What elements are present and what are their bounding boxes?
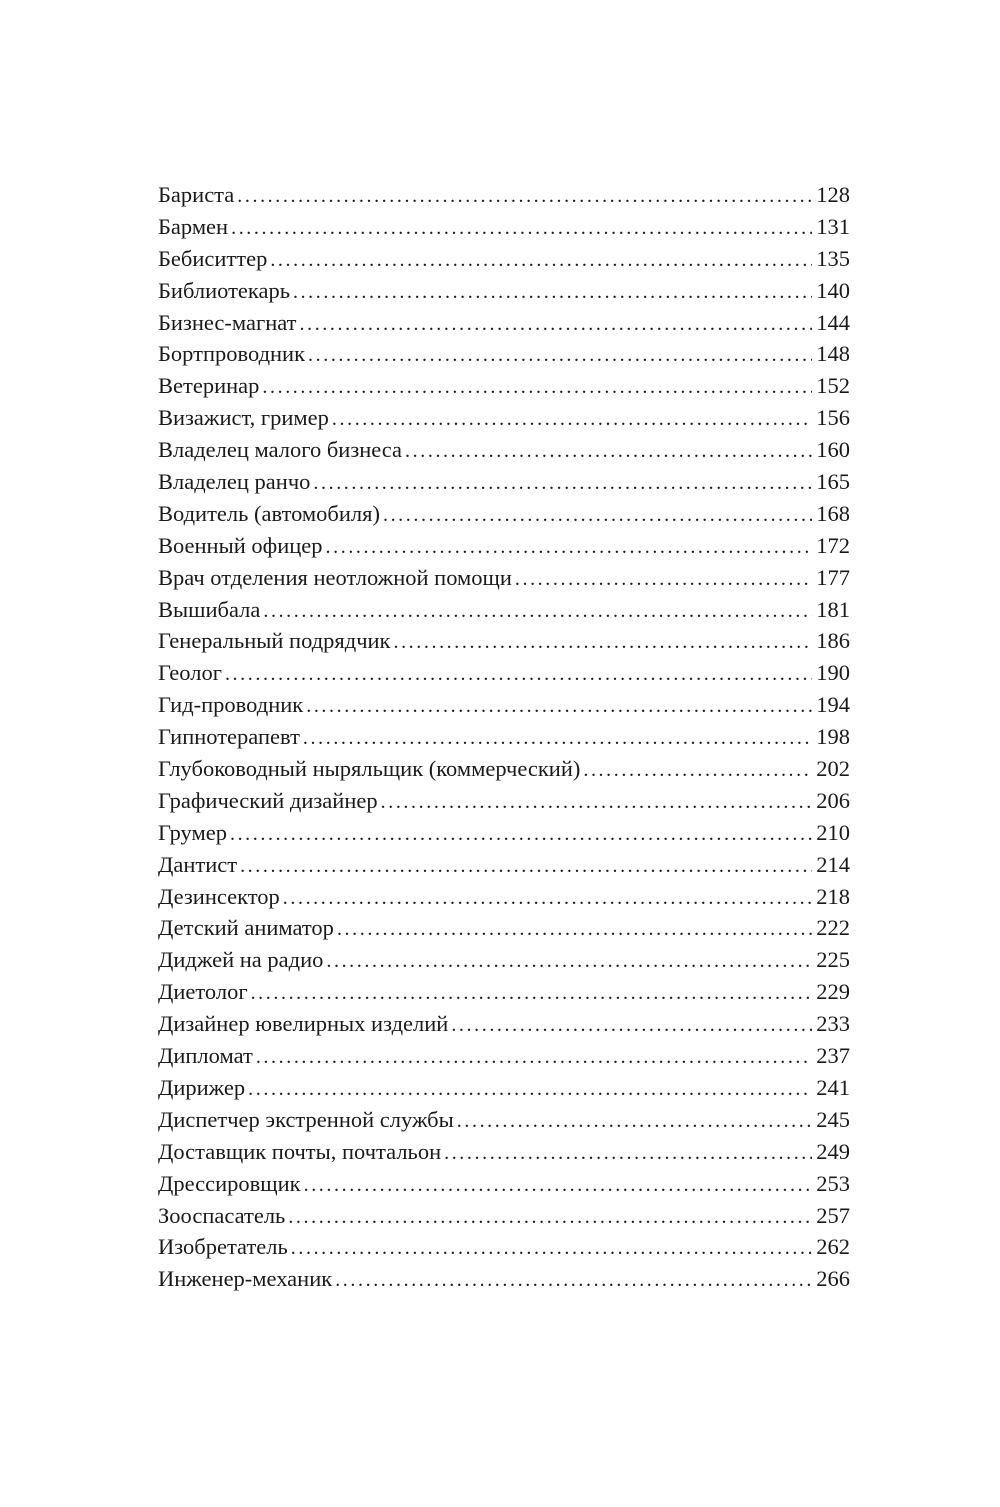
toc-entry-page-number: 144 [816, 309, 850, 335]
toc-entry [158, 1200, 850, 1232]
dot-leader [405, 436, 812, 468]
toc-entry [158, 944, 850, 976]
toc-entry [158, 530, 850, 562]
toc-entry-page-number: 190 [816, 660, 850, 686]
toc-entry [158, 594, 850, 626]
toc-entry [158, 1168, 850, 1200]
dot-leader [326, 946, 812, 978]
dot-leader [300, 309, 813, 341]
toc-entry-page-number: 135 [816, 245, 850, 271]
toc-entry-title: Диетолог [158, 979, 248, 1005]
toc-entry-title: Дизайнер ювелирных изделий [158, 1011, 449, 1037]
toc-entry [158, 1072, 850, 1104]
toc-entry-page-number: 168 [816, 500, 850, 526]
toc-entry [158, 466, 850, 498]
toc-entry-page-number: 128 [816, 182, 850, 207]
toc-entry-page-number: 210 [816, 819, 850, 845]
toc-entry-page-number: 177 [816, 564, 850, 590]
toc-entry-title: Гипнотерапевт [158, 724, 300, 750]
toc-entry-title: Гид-проводник [158, 692, 304, 718]
toc-entry [158, 1231, 850, 1263]
toc-entry [158, 625, 850, 657]
toc-entry-title: Доставщик почты, почтальон [158, 1138, 442, 1164]
table-of-contents [158, 179, 850, 1295]
dot-leader [515, 564, 812, 596]
toc-entry [158, 402, 850, 434]
toc-entry-title: Водитель (автомобиля) [158, 500, 380, 526]
toc-entry [158, 211, 850, 243]
dot-leader [230, 819, 812, 851]
dot-leader [451, 1010, 812, 1042]
toc-entry [158, 817, 850, 849]
dot-leader [288, 1202, 812, 1234]
toc-entry-page-number: 257 [816, 1202, 850, 1228]
toc-entry [158, 243, 850, 275]
dot-leader [337, 914, 812, 946]
toc-entry-title: Дипломат [158, 1043, 253, 1069]
toc-entry [158, 179, 850, 211]
toc-entry-title: Генеральный подрядчик [158, 628, 391, 654]
dot-leader [237, 181, 812, 213]
toc-entry-title: Врач отделения неотложной помощи [158, 564, 512, 590]
toc-entry-title: Бебиситтер [158, 245, 268, 271]
toc-entry [158, 1104, 850, 1136]
dot-leader [457, 1106, 812, 1138]
toc-entry-page-number: 214 [816, 851, 850, 877]
toc-entry [158, 275, 850, 307]
toc-entry-page-number: 202 [816, 756, 850, 782]
toc-entry-title: Дирижер [158, 1074, 246, 1100]
dot-leader [291, 1233, 812, 1265]
dot-leader [263, 596, 812, 628]
toc-entry [158, 689, 850, 721]
toc-entry [158, 849, 850, 881]
toc-entry [158, 753, 850, 785]
dot-leader [393, 627, 812, 659]
toc-entry [158, 912, 850, 944]
toc-entry-title: Грумер [158, 819, 227, 845]
dot-leader [270, 245, 812, 277]
dot-leader [262, 372, 812, 404]
dot-leader [248, 1074, 812, 1106]
toc-entry-page-number: 249 [816, 1138, 850, 1164]
toc-entry-title: Визажист, гример [158, 405, 329, 431]
toc-entry [158, 1008, 850, 1040]
toc-entry-page-number: 172 [816, 532, 850, 558]
toc-entry [158, 1136, 850, 1168]
toc-entry-page-number: 165 [816, 469, 850, 495]
toc-entry-page-number: 148 [816, 341, 850, 367]
toc-entry-page-number: 198 [816, 724, 850, 750]
toc-entry-page-number: 194 [816, 692, 850, 718]
dot-leader [293, 277, 812, 309]
dot-leader [283, 883, 812, 915]
toc-entry-title: Инженер-механик [158, 1266, 333, 1292]
toc-entry-page-number: 131 [816, 213, 850, 239]
toc-entry-title: Дезинсектор [158, 883, 280, 909]
toc-entry [158, 1040, 850, 1072]
dot-leader [583, 755, 812, 787]
dot-leader [225, 659, 812, 691]
dot-leader [304, 1170, 812, 1202]
toc-entry [158, 1263, 850, 1295]
toc-entry [158, 562, 850, 594]
toc-entry-page-number: 237 [816, 1043, 850, 1069]
toc-entry-title: Бортпроводник [158, 341, 306, 367]
toc-entry-page-number: 241 [816, 1074, 850, 1100]
toc-entry [158, 307, 850, 339]
toc-entry-title: Бармен [158, 213, 229, 239]
toc-entry [158, 370, 850, 402]
toc-entry-title: Изобретатель [158, 1234, 288, 1260]
toc-entry-title: Владелец малого бизнеса [158, 437, 403, 463]
toc-entry-page-number: 225 [816, 947, 850, 973]
toc-entry-page-number: 245 [816, 1106, 850, 1132]
toc-entry-page-number: 262 [816, 1234, 850, 1260]
toc-entry-title: Геолог [158, 660, 222, 686]
toc-entry [158, 881, 850, 913]
toc-entry-title: Вышибала [158, 596, 261, 622]
toc-entry-title: Бариста [158, 182, 235, 207]
toc-entry-title: Дрессировщик [158, 1170, 301, 1196]
dot-leader [332, 404, 812, 436]
dot-leader [381, 787, 812, 819]
toc-entry-page-number: 186 [816, 628, 850, 654]
toc-entry-page-number: 218 [816, 883, 850, 909]
toc-entry-page-number: 253 [816, 1170, 850, 1196]
dot-leader [306, 691, 812, 723]
toc-entry [158, 338, 850, 370]
dot-leader [313, 468, 812, 500]
toc-entry-title: Диджей на радио [158, 947, 324, 973]
toc-entry-title: Глубоководный ныряльщик (коммерческий) [158, 756, 581, 782]
toc-entry [158, 976, 850, 1008]
toc-entry-title: Зооспасатель [158, 1202, 286, 1228]
toc-entry-page-number: 156 [816, 405, 850, 431]
toc-entry-title: Бизнес-магнат [158, 309, 297, 335]
toc-entry [158, 657, 850, 689]
toc-entry-title: Дантист [158, 851, 238, 877]
toc-entry-page-number: 140 [816, 277, 850, 303]
toc-entry-title: Владелец ранчо [158, 469, 311, 495]
toc-entry-page-number: 160 [816, 437, 850, 463]
dot-leader [256, 1042, 812, 1074]
toc-entry [158, 498, 850, 530]
toc-entry [158, 785, 850, 817]
toc-entry [158, 721, 850, 753]
toc-entry-title: Библиотекарь [158, 277, 290, 303]
toc-entry-page-number: 152 [816, 373, 850, 399]
toc-entry-page-number: 266 [816, 1266, 850, 1292]
toc-entry-title: Диспетчер экстренной службы [158, 1106, 454, 1132]
toc-entry [158, 434, 850, 466]
dot-leader [326, 532, 812, 564]
toc-entry-page-number: 229 [816, 979, 850, 1005]
dot-leader [240, 851, 812, 883]
toc-entry-title: Графический дизайнер [158, 787, 378, 813]
toc-entry-page-number: 206 [816, 787, 850, 813]
dot-leader [335, 1265, 812, 1297]
dot-leader [231, 213, 812, 245]
dot-leader [383, 500, 812, 532]
toc-entry-title: Ветеринар [158, 373, 260, 399]
toc-entry-title: Детский аниматор [158, 915, 334, 941]
dot-leader [308, 340, 812, 372]
dot-leader [444, 1138, 812, 1170]
dot-leader [303, 723, 812, 755]
toc-entry-page-number: 233 [816, 1011, 850, 1037]
dot-leader [251, 978, 812, 1010]
toc-entry-page-number: 222 [816, 915, 850, 941]
toc-entry-page-number: 181 [816, 596, 850, 622]
toc-entry-title: Военный офицер [158, 532, 323, 558]
